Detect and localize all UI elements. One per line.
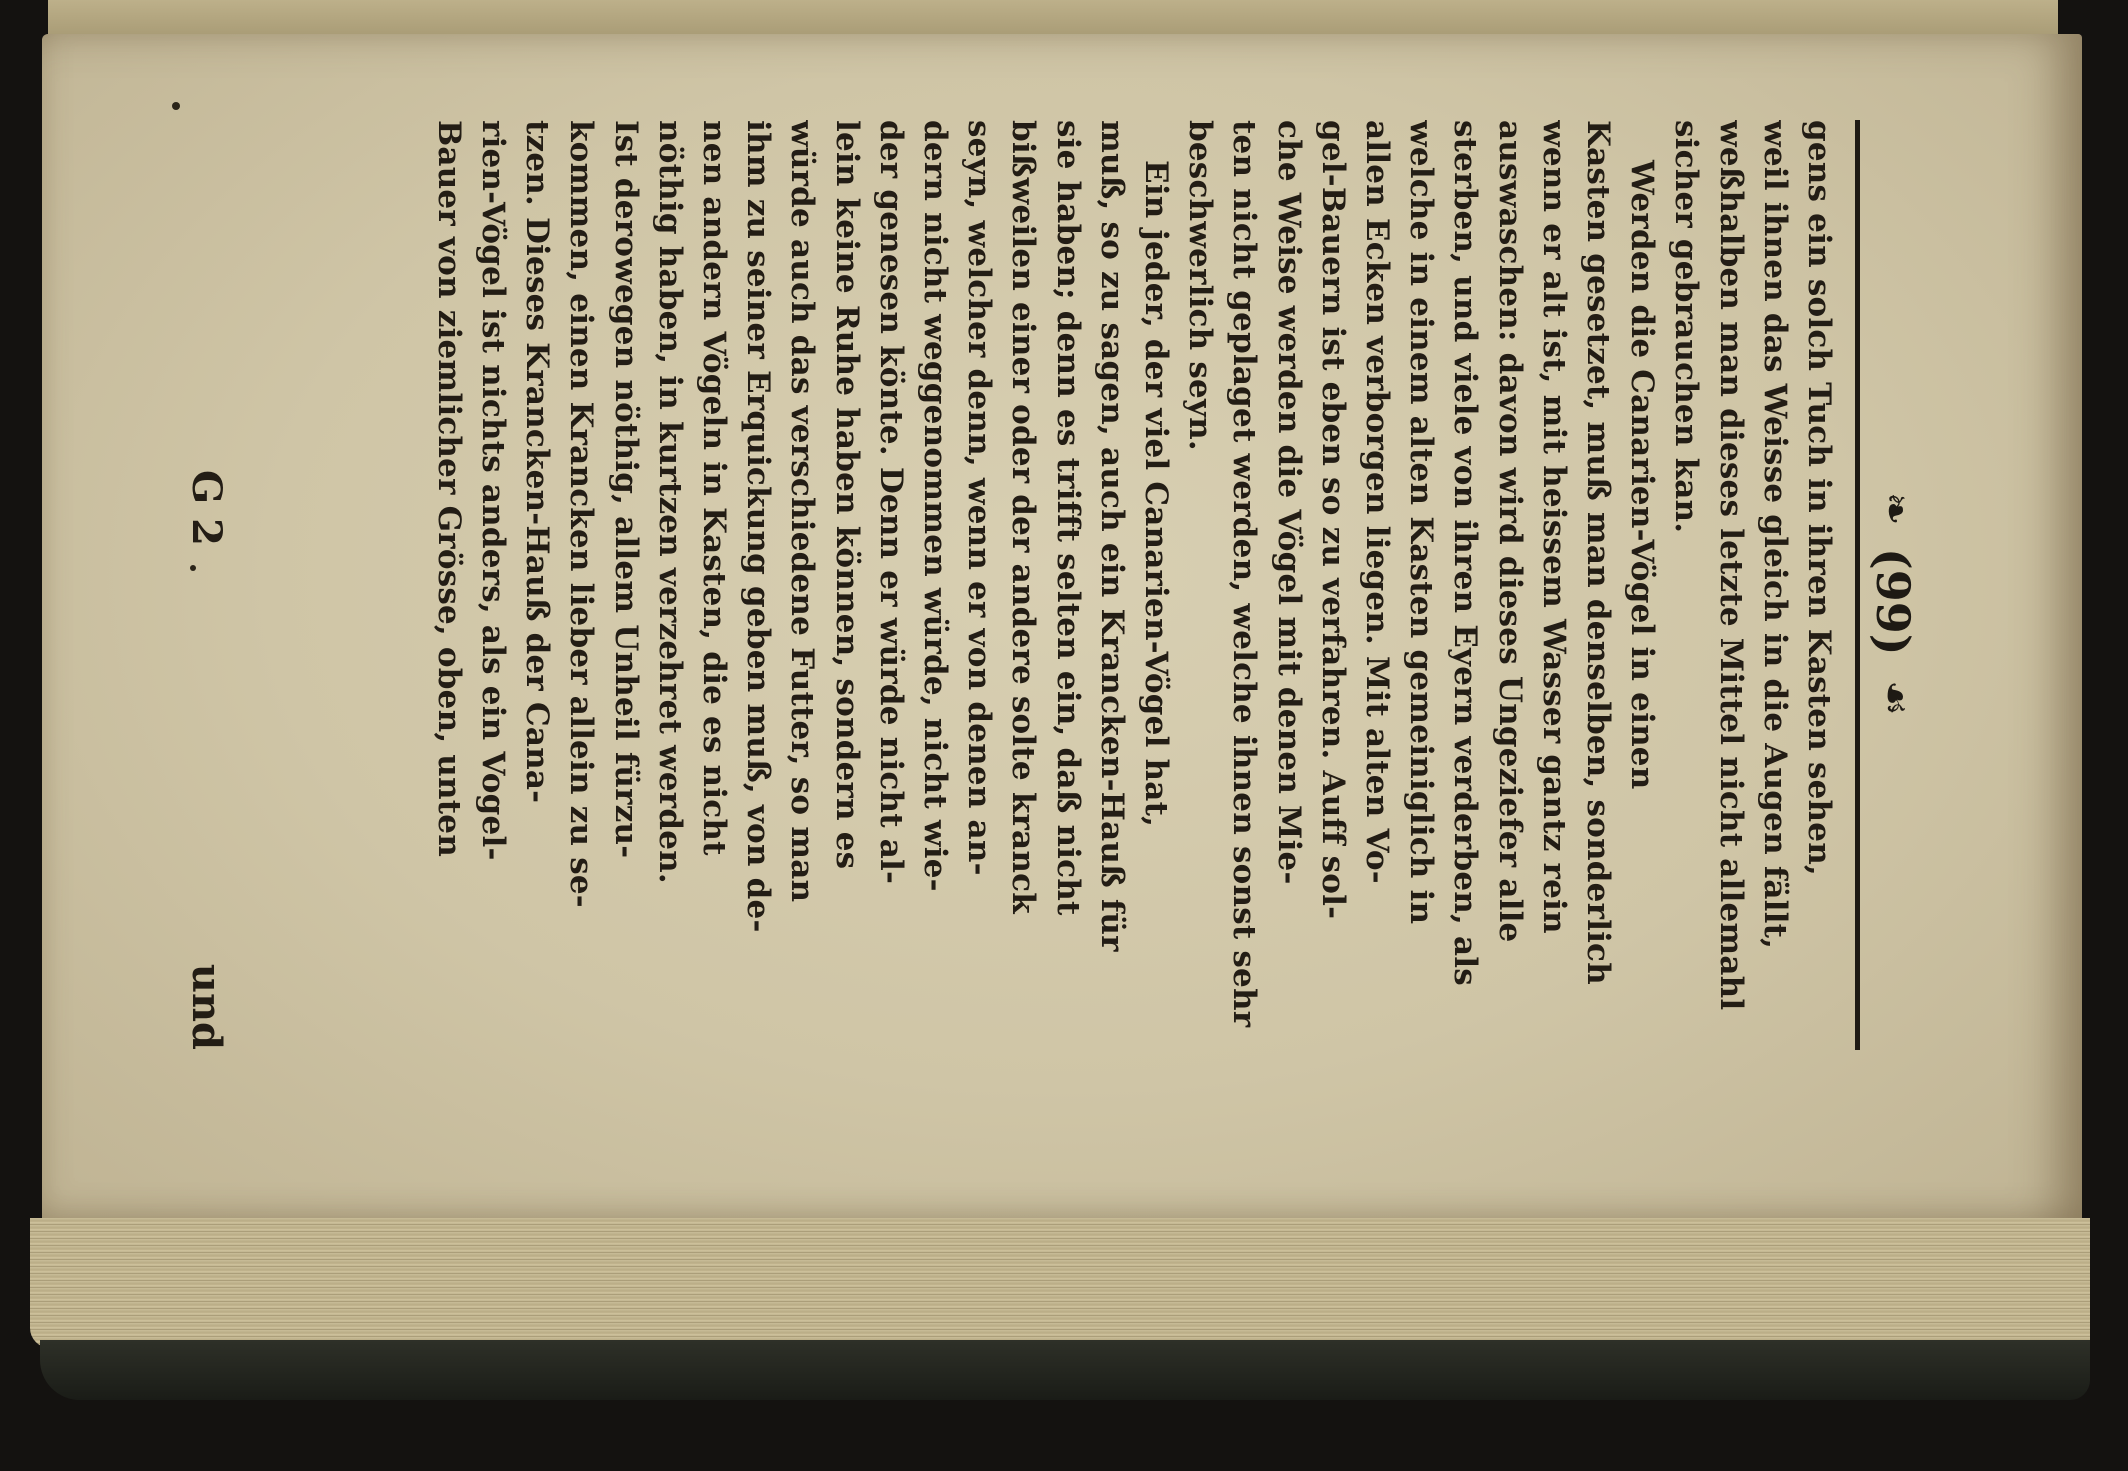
text-line: ten nicht geplaget werden, welche ihnen sonst sehr bbox=[1226, 120, 1263, 1028]
text-line: lein keine Ruhe haben können, sondern es bbox=[828, 120, 865, 870]
text-line: gel-Bauern ist eben so zu verfahren. Auff sol- bbox=[1314, 120, 1351, 920]
book-cover bbox=[40, 1340, 2090, 1400]
text-line: gens ein solch Tuch in ihren Kasten sehen, bbox=[1801, 120, 1837, 876]
text-line: che Weise werden die Vögel mit denen Mie- bbox=[1270, 120, 1307, 885]
ink-speck bbox=[190, 565, 196, 571]
text-line: Ist derowegen nöthig, allem Unheil fürzu- bbox=[607, 120, 644, 859]
text-line: allen Ecken verborgen liegen. Mit alten Vo- bbox=[1358, 120, 1395, 884]
text-line: nen andern Vögeln in Kasten, die es nicht bbox=[695, 120, 732, 856]
running-header bbox=[1855, 120, 1920, 1050]
text-line: sicher gebrauchen kan. bbox=[1668, 120, 1705, 534]
ornament-right-icon: ☙ bbox=[1872, 680, 1918, 716]
ink-speck bbox=[172, 102, 180, 110]
text-line: Bauer von ziemlicher Grösse, oben, unten bbox=[430, 120, 467, 857]
text-line: kommen, einen Krancken lieber allein zu se- bbox=[563, 120, 600, 908]
text-line: auswaschen: davon wird dieses Ungeziefer alle bbox=[1491, 120, 1528, 943]
ornament-left-icon: ❧ bbox=[1872, 492, 1918, 526]
text-line: welche in einem alten Kasten gemeiniglich in bbox=[1403, 120, 1440, 925]
text-line: Werden die Canarien-Vögel in einen bbox=[1624, 160, 1661, 790]
text-line: seyn, welcher denn, wenn er von denen an- bbox=[961, 120, 998, 876]
text-line: beschwerlich seyn. bbox=[1182, 120, 1219, 451]
text-line: weil ihnen das Weisse gleich in die Augen fällt, bbox=[1756, 120, 1793, 950]
page-body bbox=[427, 120, 1842, 1050]
text-line: wenn er alt ist, mit heissem Wasser gantz rein bbox=[1535, 120, 1572, 934]
text-line: weßhalben man dieses letzte Mittel nicht allemahl bbox=[1712, 120, 1749, 1011]
page-edges bbox=[30, 1218, 2090, 1348]
signature-mark: G 2 bbox=[183, 470, 230, 546]
text-line: dern nicht weggenommen würde, nicht wie- bbox=[916, 120, 953, 892]
text-line: bißweilen einer oder der andere solte kranck bbox=[1005, 120, 1042, 914]
text-line: rien-Vögel ist nichts anders, als ein Vogel- bbox=[474, 120, 511, 861]
text-line: ihm zu seiner Erquickung geben muß, von de- bbox=[740, 120, 777, 933]
text-line: muß, so zu sagen, auch ein Krancken-Hauß für bbox=[1093, 120, 1130, 952]
text-line: Kasten gesetzet, muß man denselben, sonderlich bbox=[1579, 120, 1616, 985]
text-line: tzen. Dieses Krancken-Hauß der Cana- bbox=[519, 120, 556, 804]
text-line: würde auch das verschiedene Futter, so man bbox=[784, 120, 821, 903]
text-line: sie haben; denn es trifft selten ein, daß nicht bbox=[1049, 120, 1086, 916]
rotated-text-block bbox=[183, 100, 1920, 1100]
text-line: der genesen könte. Denn er würde nicht al- bbox=[872, 120, 909, 885]
page-number: (99) bbox=[1866, 548, 1920, 656]
text-line: sterben, und viele von ihren Eyern verderben, als bbox=[1447, 120, 1484, 986]
text-line: nöthig haben, in kurtzen verzehret werden. bbox=[651, 120, 688, 884]
catchword: und bbox=[183, 963, 230, 1050]
text-line: Ein jeder, der viel Canarien-Vögel hat, bbox=[1137, 160, 1174, 828]
